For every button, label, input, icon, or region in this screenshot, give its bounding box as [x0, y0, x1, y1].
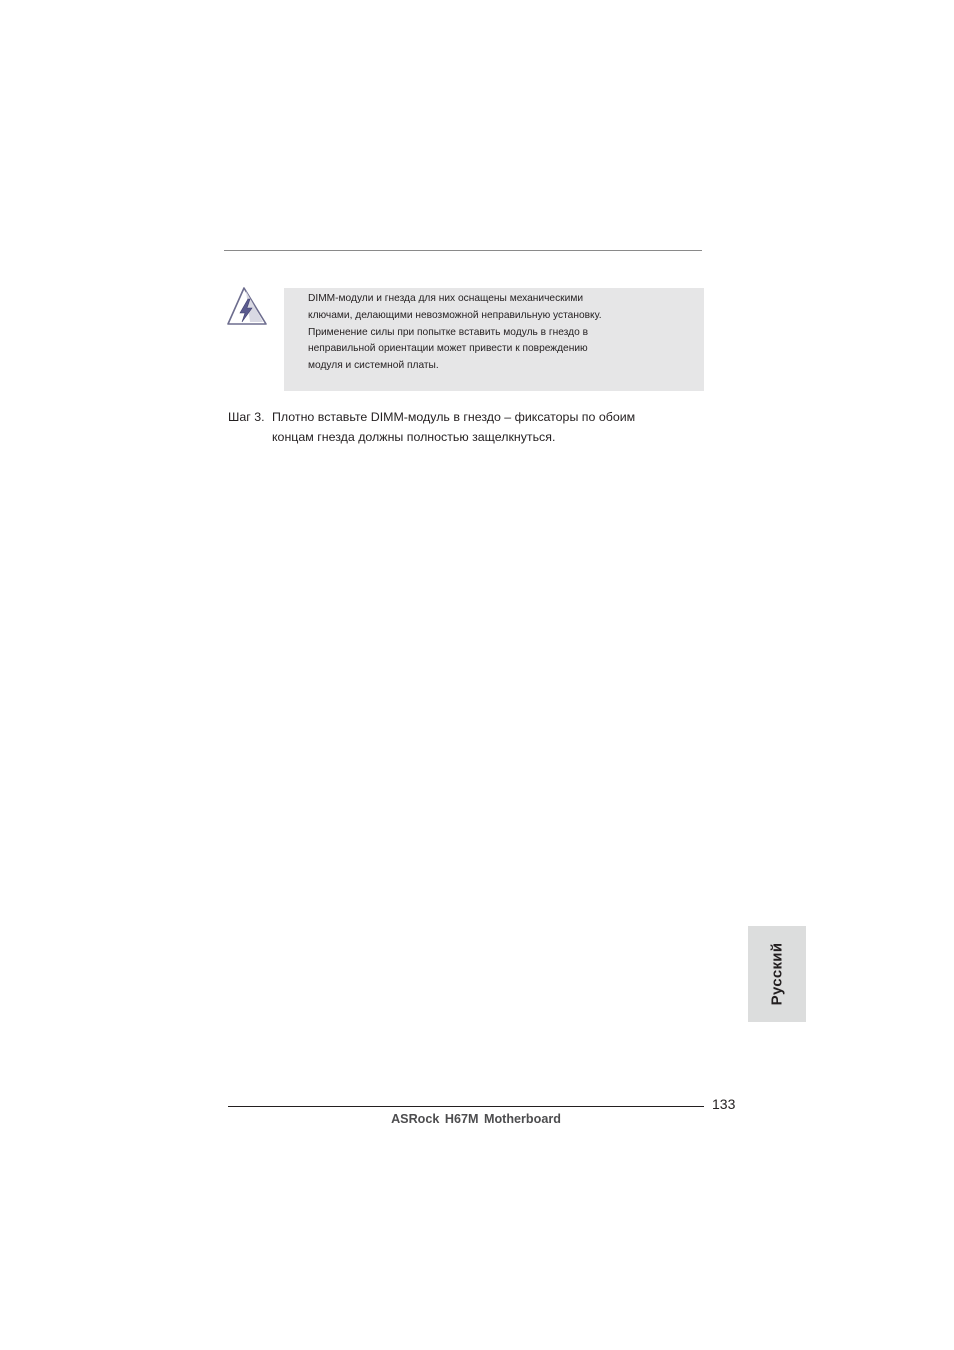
step-line: Плотно вставьте DIMM-модуль в гнездо – фиксаторы по обоим [272, 410, 636, 424]
caution-line: неправильной ориентации может привести к повреждению [308, 343, 588, 355]
step-instruction [272, 408, 692, 447]
language-label: Русский [768, 942, 786, 1006]
warning-icon [226, 286, 268, 326]
top-divider [224, 250, 702, 251]
footer-divider [228, 1106, 704, 1107]
caution-line: ключами, делающими невозможной неправильную установку. [308, 309, 602, 321]
caution-line: модуля и системной платы. [308, 360, 439, 372]
step-line: концам гнезда должны полностью защелкнуться. [272, 429, 556, 444]
caution-text [308, 291, 696, 375]
caution-note [284, 288, 704, 391]
language-tab [748, 926, 806, 1022]
page-number: 133 [712, 1096, 736, 1112]
step-number: Шаг 3. [228, 410, 265, 424]
caution-line: Применение силы при попытке вставить модуль в гнездо в [308, 326, 588, 338]
caution-line: DIMM-модули и гнезда для них оснащены механическими [308, 293, 584, 304]
footer-title: ASRock H67M Motherboard [391, 1112, 561, 1126]
